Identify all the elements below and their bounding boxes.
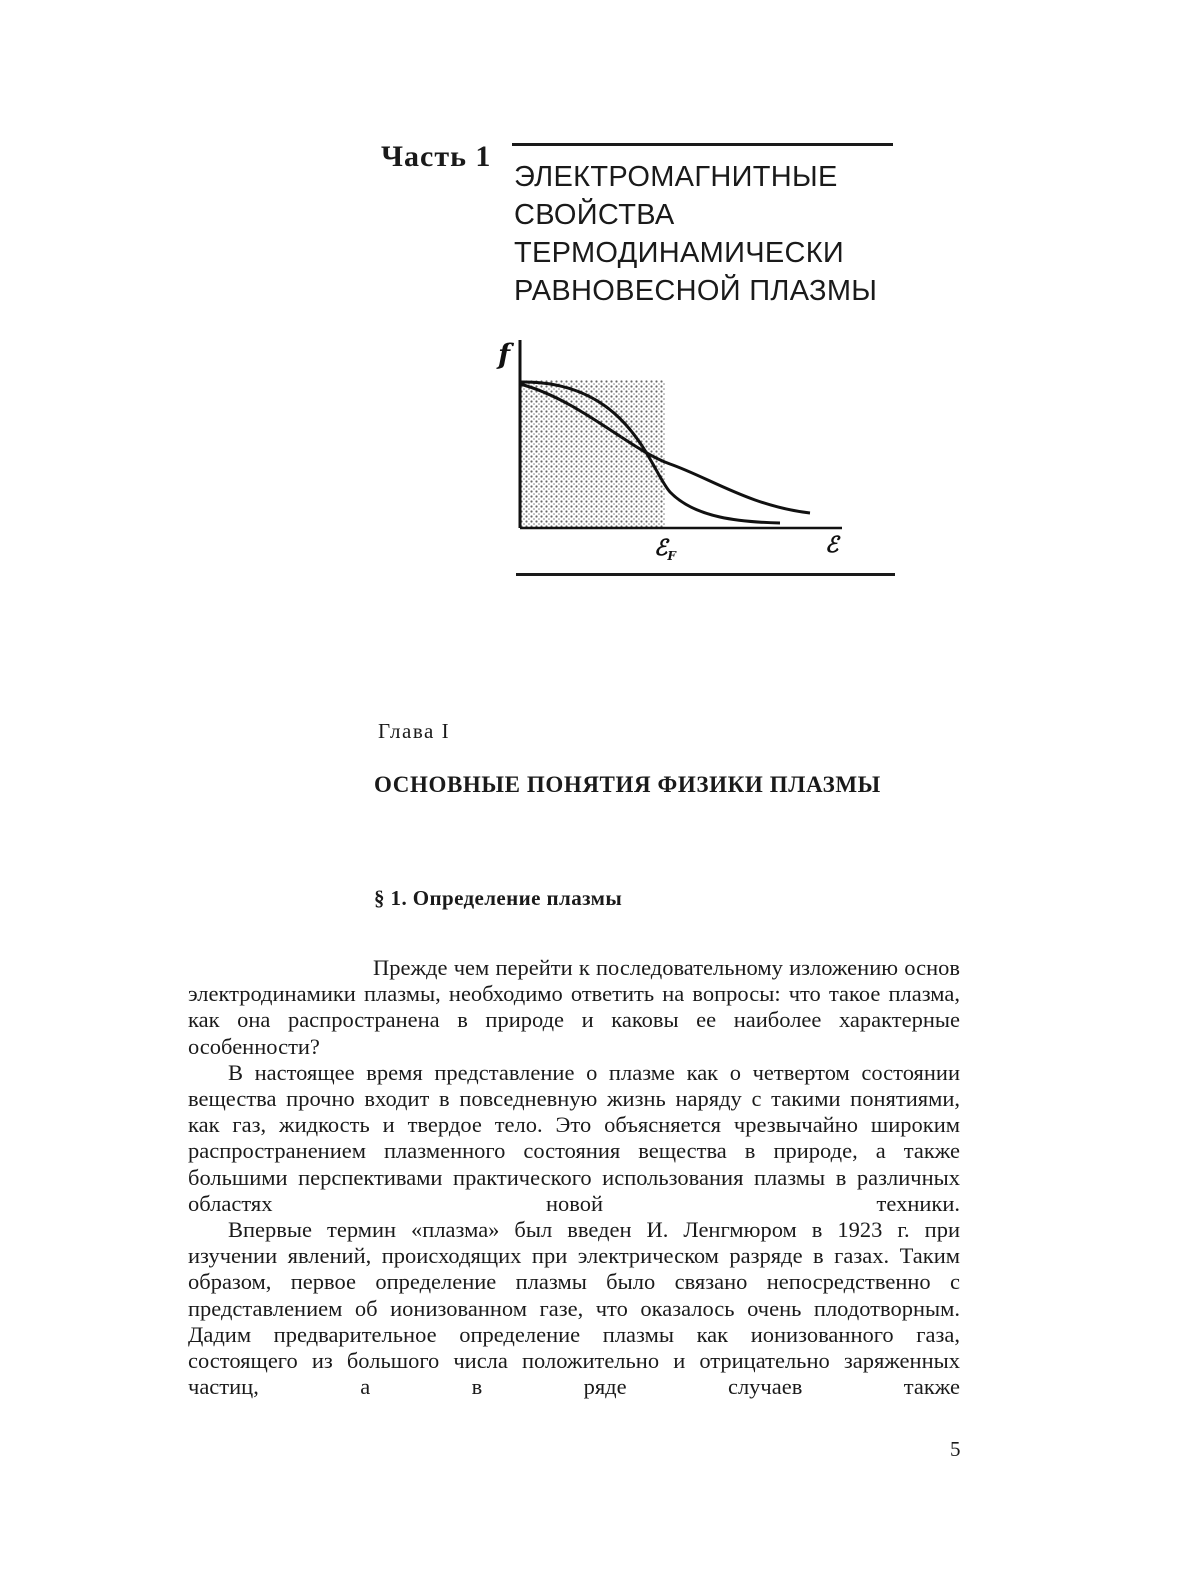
part-label: Часть 1 [381, 140, 492, 173]
page-number: 5 [950, 1437, 961, 1461]
part-top-rule [512, 143, 893, 146]
section-title: § 1. Определение плазмы [374, 886, 623, 910]
chapter-label: Глава I [378, 719, 451, 743]
paragraph: Прежде чем перейти к последовательному изложению основ электродинамики плазмы, необходимо ответить на вопросы: что такое плазма, как она распространена в природе и каковы ее наиболее характерные особенности? [188, 955, 960, 1059]
paragraph: Впервые термин «плазма» был введен И. Ленгмюром в 1923 г. при изучении явлений, происходящих при электрическом разряде в газах. Таким образом, первое определение плазмы было связано непосредственно с представлением об ионизованном газе, что оказалось очень плодотворным. Дадим предварительное определение плазмы как ионизованного газа, состоящего из большого числа положительно и отрицательно заряженных частиц, а в ряде случаев также [188, 1217, 960, 1400]
chapter-title: ОСНОВНЫЕ ПОНЯТИЯ ФИЗИКИ ПЛАЗМЫ [374, 772, 881, 797]
fermi-sea-shaded-area [520, 380, 665, 528]
energy-axis-label: ℰ [825, 532, 839, 558]
part-title-line: ТЕРМОДИНАМИЧЕСКИ [514, 237, 845, 269]
part-bottom-rule [516, 573, 895, 576]
paragraph: В настоящее время представление о плазме как о четвертом состоянии вещества прочно входит в повседневную жизнь наряду с такими понятиями, как газ, жидкость и твердое тело. Это объясняется чрезвычайно широким распространением плазменного состояния вещества в природе, а также большими перспективами практического использования плазмы в различных областях новой техники. [188, 1059, 960, 1216]
y-axis-label: f [498, 338, 511, 371]
part-title [514, 158, 877, 310]
part-title-line: СВОЙСТВА [514, 199, 675, 231]
body-text [188, 955, 960, 1400]
fermi-energy-label: ℰ$_F$ [654, 535, 676, 563]
part-title-line: ЭЛЕКТРОМАГНИТНЫЕ [514, 161, 838, 193]
part-title-line: РАВНОВЕСНОЙ ПЛАЗМЫ [514, 275, 878, 307]
fermi-distribution-figure [470, 330, 850, 590]
